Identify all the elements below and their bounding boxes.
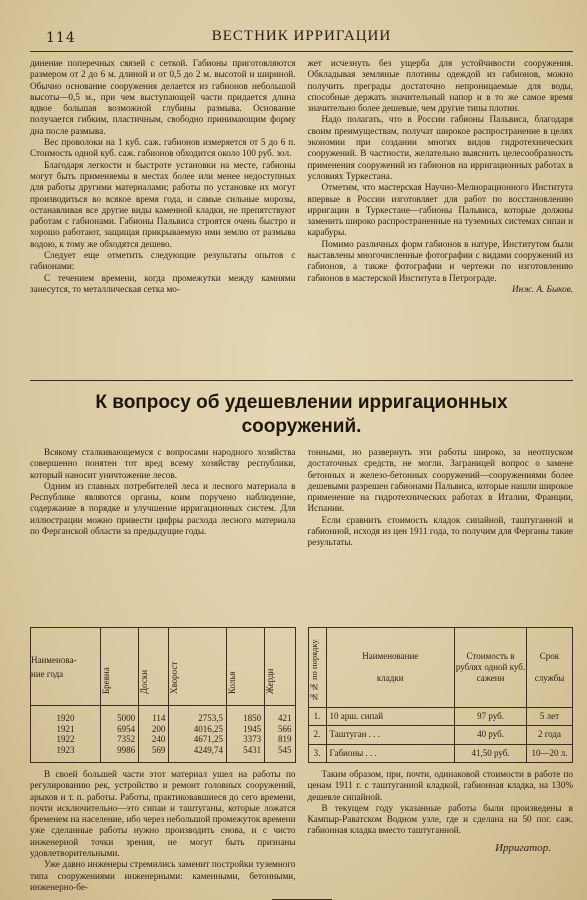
column-label: Срок bbox=[539, 650, 560, 661]
paragraph: Таким образом, при, почти, одинаковой стоимости в работе по ценам 1911 г. с таштуганной кладкой, габионная кладка, на 130% дешевле сипайной. bbox=[307, 769, 573, 802]
paragraph: тонными, но развернуть эти работы широко, за неотпуском достаточных средств, не могли. Заграницей вопрос о замене бетонных и железо-бетонных сооружений—сооружениями более дешевыми разрешен габионами Пальвиса, которые нашли широкое применение на гидротехнических работах в Италии, Франции, Испании. bbox=[307, 447, 573, 514]
article-title bbox=[30, 391, 573, 439]
paragraph: С течением времени, когда промежутки между камнями занесутся, то металлическая сетка мо- bbox=[30, 272, 296, 294]
table-cell bbox=[169, 706, 227, 763]
author-signature: Инж. А. Быков. bbox=[511, 283, 573, 294]
table-cell: Габионы . . . bbox=[326, 744, 455, 762]
cell-value: 1850 bbox=[243, 713, 262, 724]
previous-article-right-column bbox=[308, 58, 574, 376]
table-header-cell bbox=[265, 628, 295, 706]
table-row bbox=[308, 744, 573, 762]
cell-value: 240 bbox=[151, 734, 166, 745]
column-label: Колья bbox=[227, 670, 238, 694]
wood-table-wrap bbox=[30, 627, 296, 763]
table-row bbox=[31, 706, 296, 763]
table-row bbox=[308, 726, 573, 744]
cell-value: 4671,25 bbox=[193, 734, 224, 745]
cell-value: 421 bbox=[278, 713, 292, 724]
column-label: кладки bbox=[376, 673, 404, 684]
paragraph: Отметим, что мастерская Научно-Мелиорационного Института впервые в России изготовляет для работ по восстановлению ирригации в Туркестане—габионы Пальвиса, которые должны заменить широко распространенные на туземных системах сипаи и карабуры. bbox=[307, 182, 573, 238]
paragraph: Одним из главных потребителей леса и лесного материала в Республике являются органы, коим поручено наблюдение, содержание в порядке и улучшение ирригационных систем. Для иллюстрации можно привести цифры расхода лесного материала по Ферганской области за предыдущие годы. bbox=[30, 480, 296, 537]
cell-value: 5431 bbox=[243, 744, 262, 755]
table-header-cell bbox=[308, 628, 326, 708]
article-signature: Ирригатор. bbox=[495, 841, 551, 854]
cell-value: 4249,74 bbox=[193, 744, 224, 755]
cell-value: 3373 bbox=[243, 734, 262, 745]
paragraph: В текущем году указанные работы были произведены в Кампыр-Раватском Водном узле, где и сделана на 50 пог. саж. габионная кладка вместо таштуганной. bbox=[307, 802, 573, 836]
column-label: Наименование bbox=[362, 650, 419, 661]
table-header-row bbox=[308, 628, 573, 708]
cell-value: 4016,25 bbox=[193, 723, 224, 734]
cell-value: 6954 bbox=[117, 723, 136, 734]
page-header bbox=[30, 22, 573, 52]
paragraph: В своей большей части этот материал ушел на работы по регулированию рек, устройство и ремонт головных сооружений, арыков и т. п. работы. Работы, практиковавшиеся до сего времени, почти исключительно—это сипаи и таштуганы, которые ложатся бременем на население, ибо через небольшой промежуток времени уже сделанные работы нужно производить снова, и с чисто инженерной точки зрения, не могут быть признаны удовлетворительными. bbox=[30, 769, 296, 859]
previous-article-body bbox=[30, 58, 573, 376]
table-header-cell bbox=[101, 628, 139, 706]
table-cell: 40 руб. bbox=[455, 726, 527, 744]
journal-title: ВЕСТНИК ИРРИГАЦИИ bbox=[211, 28, 392, 44]
header-text: ние года bbox=[31, 668, 64, 679]
article-right-column-2 bbox=[308, 769, 574, 893]
article-title-line-2: сооружений. bbox=[241, 416, 362, 437]
table-cell: 10—20 л. bbox=[527, 744, 573, 762]
table-cell bbox=[227, 706, 265, 763]
cell-value: 819 bbox=[278, 734, 292, 745]
cell-value: 200 bbox=[151, 723, 166, 734]
year-value: 1921 bbox=[56, 723, 75, 734]
table-cell bbox=[265, 706, 295, 763]
header-text: Наименова- bbox=[31, 654, 77, 665]
table-header-cell bbox=[169, 628, 227, 706]
page-number: 114 bbox=[46, 30, 76, 46]
paragraph: жет исчезнуть без ущерба для устойчивости сооружения. Обкладывая земляные плотины одеждой из габионов, можно получить преграды достаточно непроницаемые для воды, способные держать значительный напор и в то же самое время значительно более дешевые, чем другие типы плотин. bbox=[307, 58, 573, 114]
table-cell: 97 руб. bbox=[455, 707, 527, 725]
article-continuation bbox=[30, 769, 573, 893]
table-cell: Таштуган . . . bbox=[326, 726, 455, 744]
table-cell: 2. bbox=[308, 726, 326, 744]
tables-row bbox=[30, 627, 573, 763]
cell-value: 9986 bbox=[117, 744, 136, 755]
table-cell: 5 лет bbox=[527, 707, 573, 725]
cell-value: 5000 bbox=[117, 713, 136, 724]
table-header-row bbox=[31, 628, 296, 706]
paragraph: Всякому сталкивающемуся с вопросами народного хозяйства совершенно понятен тот вред всему хозяйству республики, который наносит уничтожение лесов. bbox=[30, 447, 296, 480]
cell-value: 545 bbox=[278, 744, 292, 755]
paragraph: динение поперечных связей с сеткой. Габионы приготовляются размером от 2 до 6 м. длиной и от 0,5 до 2 м. высотой и шириной. Обычно основание сооружения делается из габионов небольшой высоты—0,5 м., при чем выступающей части придается длина вдвое большая возможной глубины размыва. Основание получается гибким, пластичным, свободно принимающим форму дна после размыва. bbox=[30, 58, 296, 136]
article-intro bbox=[30, 447, 573, 627]
column-label: Бревна bbox=[101, 666, 111, 694]
article-right-column bbox=[308, 447, 574, 627]
paragraph: Уже давно инженеры стремились заменит постройки туземного типа сооружениями инженерными: каменными, бетонными, инженерно-бе- bbox=[30, 859, 296, 892]
table-cell bbox=[101, 706, 139, 763]
table-cell: 3. bbox=[308, 744, 326, 762]
previous-article-left-column bbox=[30, 58, 296, 376]
article-title-line-1: К вопросу об удешевлении ирригационных bbox=[95, 392, 508, 413]
section-divider bbox=[30, 380, 573, 381]
paragraph: Вес проволоки на 1 куб. саж. габионов измеряется от 5 до 6 п. Стоимость одной куб. саж. габионов обходится около 100 руб. зол. bbox=[30, 137, 296, 159]
table-row bbox=[308, 707, 573, 725]
year-value: 1923 bbox=[56, 744, 75, 755]
table-header-cell bbox=[227, 628, 265, 706]
masonry-cost-table bbox=[308, 627, 574, 763]
paragraph: Следует еще отметить следующие результаты опытов с габионами: bbox=[30, 250, 296, 272]
column-label: службы bbox=[534, 673, 565, 684]
column-label: №№ по порядку bbox=[308, 639, 319, 703]
table-header-cell bbox=[527, 628, 573, 708]
table-header-cell bbox=[326, 628, 455, 708]
cell-value: 7352 bbox=[117, 734, 136, 745]
wood-consumption-table bbox=[30, 627, 296, 763]
cell-value: 566 bbox=[278, 723, 292, 734]
table-cell bbox=[31, 706, 101, 763]
table-header-cell bbox=[139, 628, 169, 706]
table-header-cell: Стоимость в рублях одной куб. сажени bbox=[455, 628, 527, 708]
table-cell: 41,50 руб. bbox=[455, 744, 527, 762]
column-label: Жерди bbox=[265, 668, 276, 694]
year-value: 1920 bbox=[56, 713, 75, 724]
table-cell: 10 арш. сипай bbox=[326, 707, 455, 725]
paragraph: Помимо различных форм габионов в натуре, Институтом были выставлены многочисленные фотографии с видами сооружений из габионов, а также фотографии и чертежи по изготовлению габионов в мастерской Института в Петрограде. bbox=[307, 238, 573, 283]
cell-value: 569 bbox=[151, 744, 166, 755]
cost-table-wrap bbox=[308, 627, 574, 763]
paragraph: Если сравнить стоимость кладок сипайной, таштуганной и габионной, исходя из цен 1911 года, то получим для Ферганы такие результаты. bbox=[307, 514, 573, 548]
article-left-column-2 bbox=[30, 769, 296, 893]
column-label: Доски bbox=[139, 669, 150, 694]
table-cell bbox=[139, 706, 169, 763]
column-label: Хворост bbox=[169, 661, 180, 694]
article-left-column bbox=[30, 447, 296, 627]
table-header-cell bbox=[31, 628, 101, 706]
cell-value: 1945 bbox=[243, 723, 262, 734]
year-value: 1922 bbox=[56, 734, 75, 745]
paragraph: Благодаря легкости и быстроте установки на месте, габионы могут быть применяемы в местах более или менее недоступных для работы другими материалами; работы по установке их могут производиться во всякое время года, и самые сильные морозы, останавливая все другие виды каменной кладки, не препятствуют работам с габионами. Габионы Пальвиса строятся очень быстро и хорошо работают, защищая прикрываемую ими землю от размыва водою, к тому же обходятся дешево. bbox=[30, 159, 296, 249]
table-cell: 2 года bbox=[527, 726, 573, 744]
cell-value: 114 bbox=[152, 713, 166, 724]
table-cell: 1. bbox=[308, 707, 326, 725]
paragraph: Надо полагать, что в России габионы Пальвиса, благодаря своим преимуществам, получат широкое распространение в целях экономии при создании многих видов гидротехнических сооружений. В частности, желательно выяснить целесообразность применения сооружений из габионов на ирригационных работах в условиях Туркестана. bbox=[307, 114, 573, 181]
cell-value: 2753,5 bbox=[198, 713, 224, 724]
